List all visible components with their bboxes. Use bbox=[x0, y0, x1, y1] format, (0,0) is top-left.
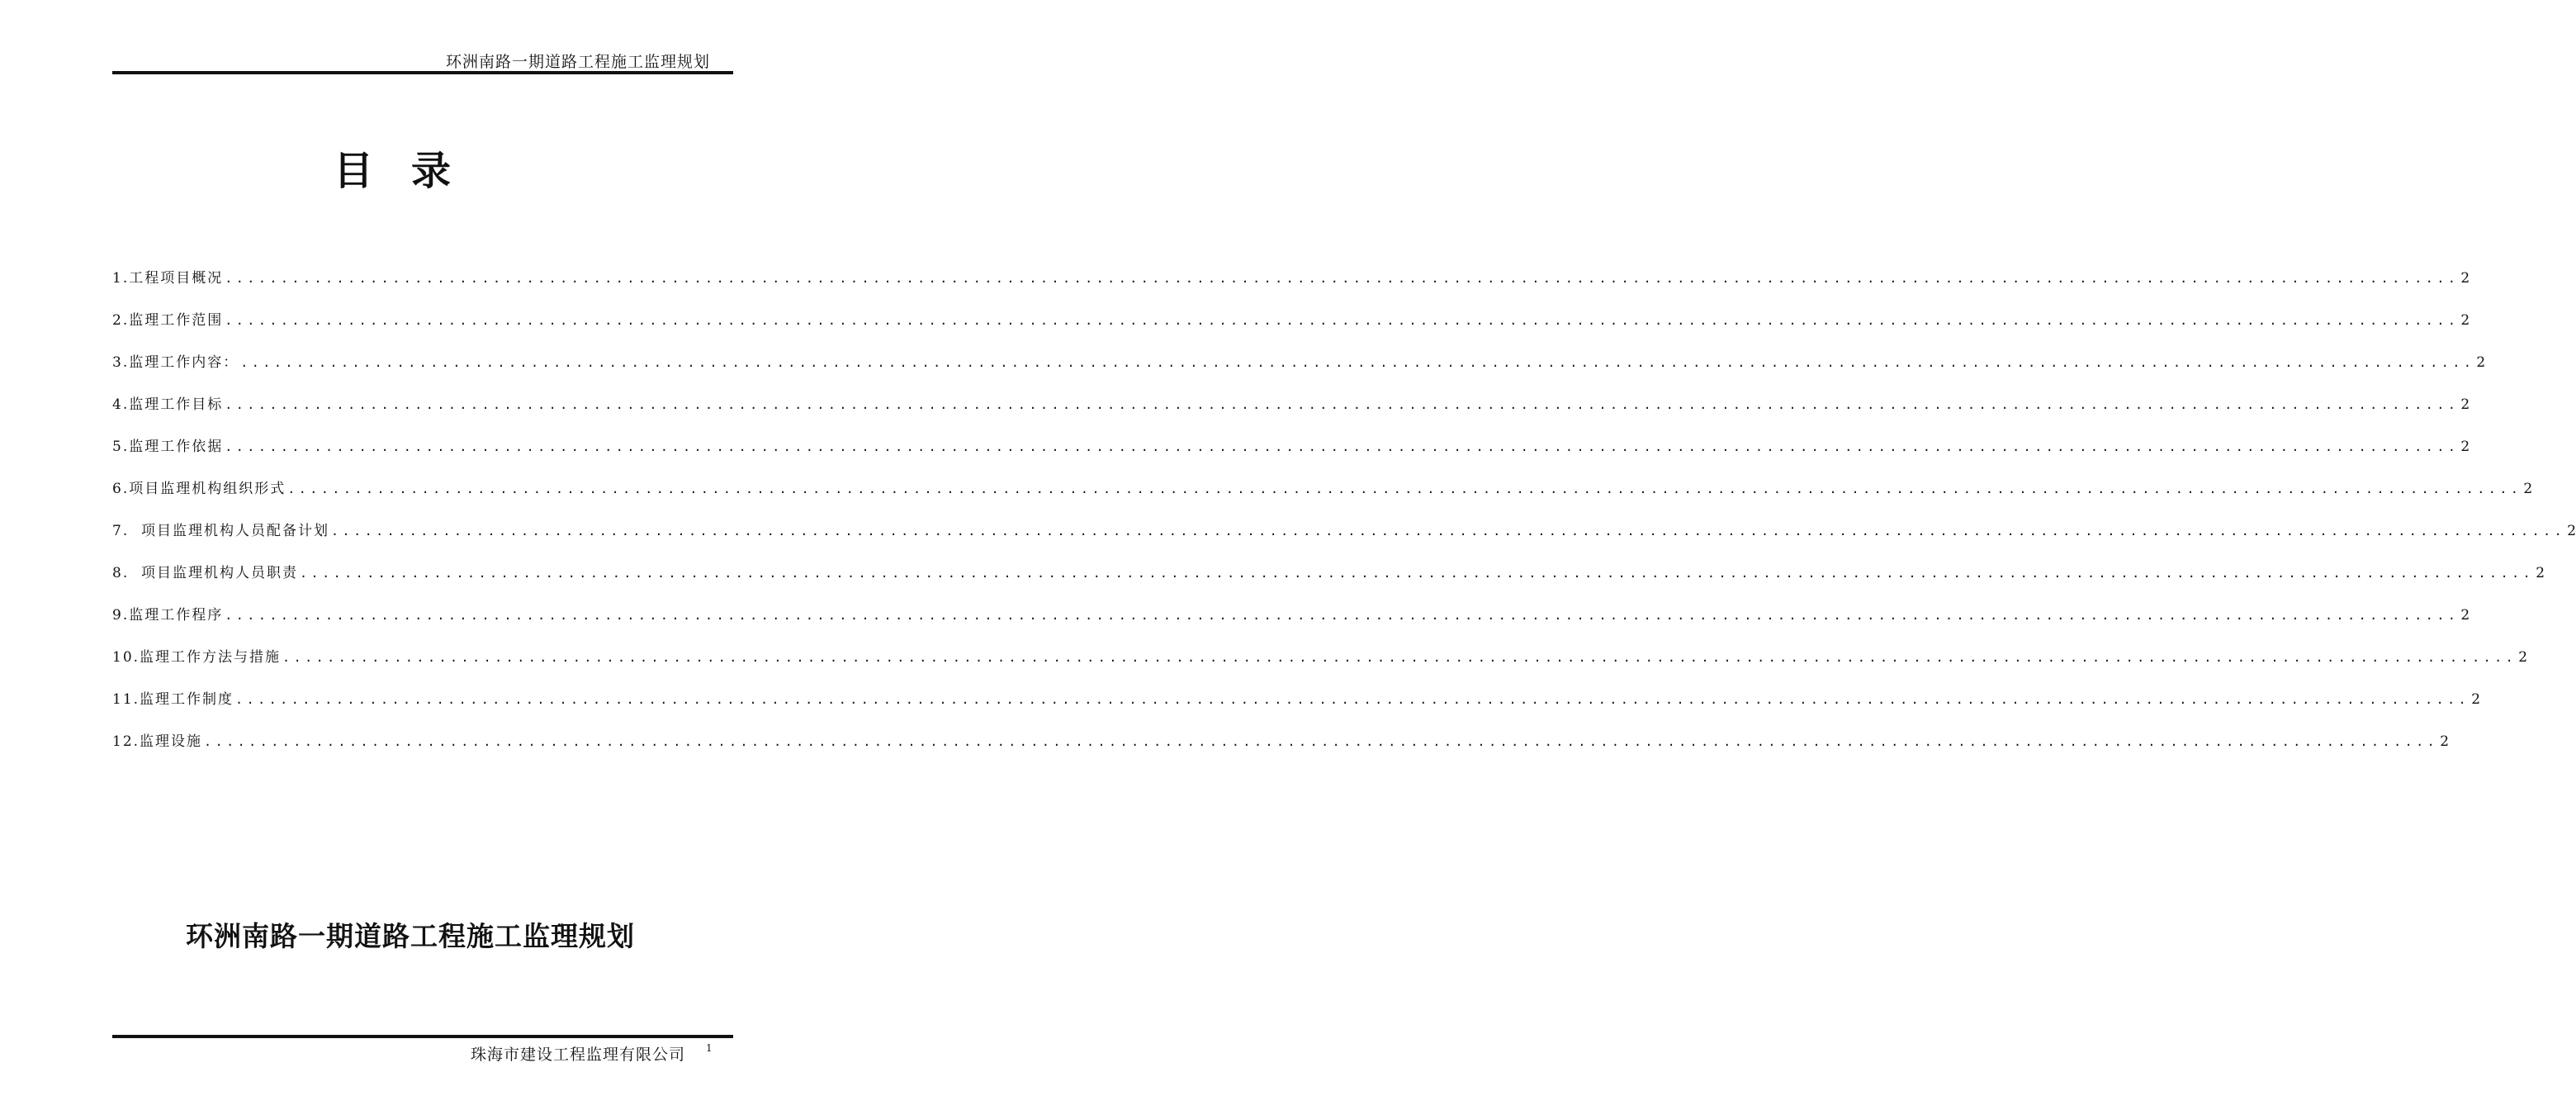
toc-item[interactable] bbox=[112, 434, 2470, 477]
footer-company: 珠海市建设工程监理有限公司 bbox=[470, 1046, 685, 1064]
toc-item-label: 9.监理工作程序 bbox=[112, 607, 224, 624]
toc-leader-dots: ........................................................................................................................................................................................................ bbox=[225, 397, 2460, 412]
toc-leader-dots: ........................................................................................................................................................................................................ bbox=[225, 271, 2460, 286]
toc-item[interactable] bbox=[112, 477, 2533, 519]
header-title: 环洲南路一期道路工程施工监理规划 bbox=[445, 53, 710, 71]
toc-item-label: 7. 项目监理机构人员配备计划 bbox=[112, 523, 330, 539]
toc-item-page: 2 bbox=[2460, 312, 2470, 329]
toc-leader-dots: ........................................................................................................................................................................................................ bbox=[225, 608, 2460, 623]
toc-leader-dots: ........................................................................................................................................................................................................ bbox=[282, 650, 2517, 665]
toc-item-page: 2 bbox=[2567, 523, 2576, 539]
footer-rule bbox=[112, 1035, 733, 1038]
toc-item-page: 2 bbox=[2518, 649, 2528, 666]
toc-item[interactable] bbox=[112, 392, 2470, 434]
toc-item-label: 1.工程项目概况 bbox=[112, 270, 224, 287]
document-title: 环洲南路一期道路工程施工监理规划 bbox=[186, 920, 635, 952]
toc-leader-dots: ........................................................................................................................................................................................................ bbox=[204, 734, 2439, 749]
toc-item-page: 2 bbox=[2476, 354, 2486, 371]
toc-item-page: 2 bbox=[2523, 481, 2533, 497]
toc-leader-dots: ........................................................................................................................................................................................................ bbox=[225, 439, 2460, 454]
toc-item[interactable] bbox=[112, 645, 2528, 687]
toc-item-page: 2 bbox=[2471, 691, 2481, 708]
toc-item-label: 12.监理设施 bbox=[112, 733, 203, 750]
toc-item[interactable] bbox=[112, 603, 2470, 645]
toc-item-page: 2 bbox=[2440, 733, 2450, 750]
toc-item[interactable] bbox=[112, 350, 2486, 392]
toc-item-page: 2 bbox=[2536, 565, 2545, 581]
toc-item-label: 4.监理工作目标 bbox=[112, 396, 224, 413]
toc-item-page: 2 bbox=[2460, 396, 2470, 413]
toc-leader-dots: ........................................................................................................................................................................................................ bbox=[331, 524, 2566, 538]
toc-list bbox=[112, 266, 2576, 771]
toc-item-label: 10.监理工作方法与措施 bbox=[112, 649, 282, 666]
page-number: 1 bbox=[706, 1042, 713, 1054]
toc-leader-dots: ........................................................................................................................................................................................................ bbox=[300, 566, 2535, 581]
toc-leader-dots: ........................................................................................................................................................................................................ bbox=[240, 355, 2475, 370]
toc-item[interactable] bbox=[112, 687, 2481, 729]
header-rule bbox=[112, 71, 733, 74]
toc-item-page: 2 bbox=[2460, 439, 2470, 455]
toc-item-label: 6.项目监理机构组织形式 bbox=[112, 481, 286, 497]
toc-leader-dots: ........................................................................................................................................................................................................ bbox=[235, 692, 2470, 707]
toc-item-label: 2.监理工作范围 bbox=[112, 312, 224, 329]
toc-heading: 目录 bbox=[333, 148, 489, 194]
toc-item[interactable] bbox=[112, 729, 2450, 771]
toc-item[interactable] bbox=[112, 561, 2545, 603]
toc-item-page: 2 bbox=[2460, 270, 2470, 287]
toc-item[interactable] bbox=[112, 519, 2576, 561]
toc-item[interactable] bbox=[112, 266, 2470, 308]
toc-item-label: 11.监理工作制度 bbox=[112, 691, 234, 708]
toc-leader-dots: ........................................................................................................................................................................................................ bbox=[225, 313, 2460, 328]
toc-item-label: 3.监理工作内容： bbox=[112, 354, 239, 371]
toc-leader-dots: ........................................................................................................................................................................................................ bbox=[287, 481, 2522, 496]
toc-item-page: 2 bbox=[2460, 607, 2470, 624]
toc-item-label: 8. 项目监理机构人员职责 bbox=[112, 565, 299, 581]
toc-item[interactable] bbox=[112, 308, 2470, 350]
toc-item-label: 5.监理工作依据 bbox=[112, 439, 224, 455]
